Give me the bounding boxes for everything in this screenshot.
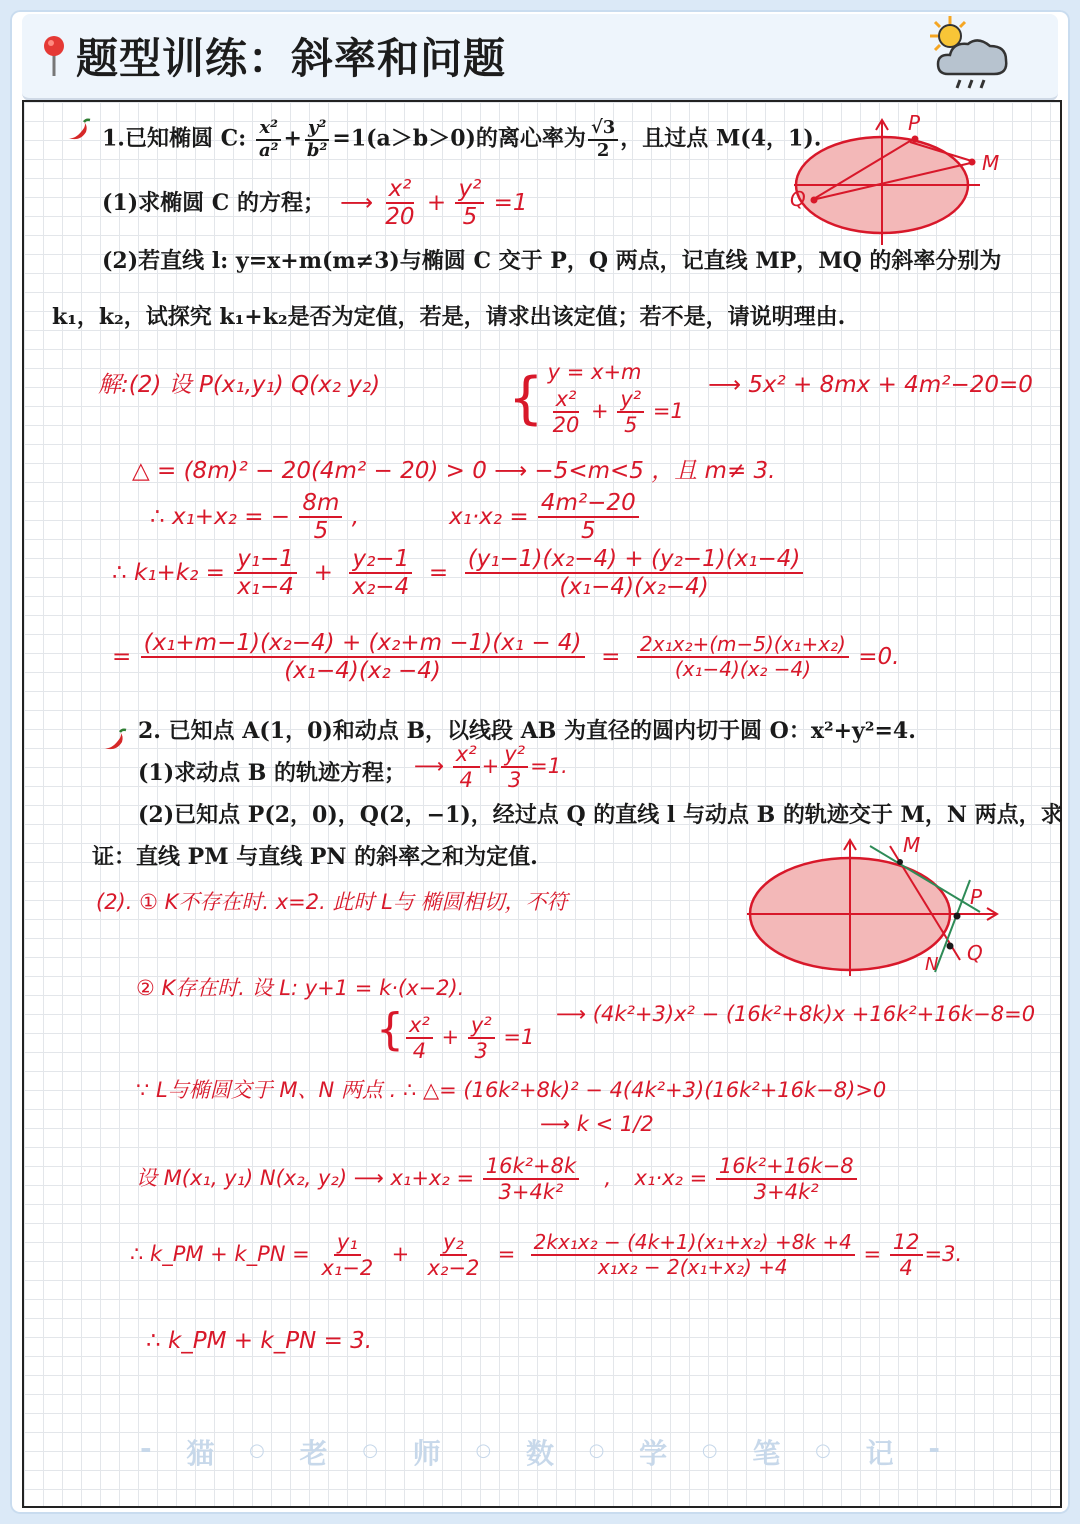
- chili-pepper-icon: [100, 728, 128, 754]
- solution1-vieta: ∴ x₁+x₂ = − $\frac{8m}{5}$ , x₁·x₂ = $\frac{\text{4m²−20}}{5}$: [150, 490, 641, 545]
- problem2-part2-line1: (2)已知点 P(2，0)，Q(2，−1)，经过点 Q 的直线 l 与动点 B 的轨迹交于 M，N 两点，求: [138, 802, 1063, 828]
- ellipse-diagram-1: [790, 110, 1040, 250]
- solution2-slope-sum: ∴ k_PM + k_PN = $\frac{\text{y₁}}{\text{x₁−2}}$ + $\frac{\text{y₂}}{\text{x₂−2}}$ = $\frac{\text{2kx₁x₂ − (4k+1)(x₁+x₂) +8k +4}}{\text{x₁x₂ − 2(x₁+x₂) +4}}$ = $\frac{12}{4}$ =3.: [130, 1230, 963, 1281]
- problem1-part2-line2: k₁，k₂，试探究 k₁+k₂是否为定值，若是，请求出该定值；若不是，请说明理由.: [52, 304, 846, 330]
- weather-cloud-sun-rain-icon: [920, 14, 1020, 94]
- problem1-stem: 1.已知椭圆 C: $\frac{\text{x²}}{\text{a²}}$ + $\frac{\text{y²}}{\text{b²}}$ =1(a＞b＞0)的离心率为 $\frac{√3}{2}$ ，且过点 M(4，1).: [102, 117, 822, 161]
- solution2-case1: (2). ① K不存在时. x=2. 此时 L与 椭圆相切，不符: [96, 890, 568, 914]
- solution1-line1: 解:(2) 设 P(x₁,y₁) Q(x₂ y₂): [98, 372, 381, 398]
- diagram1-label-q: Q: [790, 187, 806, 211]
- problem2-part2-line2: 证：直线 PM 与直线 PN 的斜率之和为定值.: [92, 844, 538, 870]
- solution2-k-range: ⟶ k < 1/2: [540, 1112, 654, 1136]
- solution1-result: = $\frac{\text{(x₁+m−1)(x₂−4) + (x₂+m −1)(x₁ − 4)}}{\text{(x₁−4)(x₂ −4)}}$ = $\frac{\text{2x₁x₂+(m−5)(x₁+x₂)}}{\text{(x₁−4)(x₂ −4)}}$ =0.: [112, 630, 900, 685]
- diagram2-label-n: N: [925, 954, 939, 975]
- problem2-part1: (1)求动点 B 的轨迹方程；: [138, 760, 407, 786]
- page-title: 题型训练：斜率和问题: [76, 34, 507, 83]
- solution2-vieta: 设 M(x₁, y₁) N(x₂, y₂) ⟶ x₁+x₂ = $\frac{\text{16k²+8k}}{\text{3+4k²}}$ , x₁·x₂ = $\frac{\text{16k²+16k−8}}{\text{3+4k²}}$: [136, 1154, 859, 1204]
- diagram1-label-p: P: [908, 111, 921, 135]
- ellipse-diagram-2: [745, 832, 1015, 982]
- problem1-part2-line1: (2)若直线 l: y=x+m(m≠3)与椭圆 C 交于 P，Q 两点，记直线 MP，MQ 的斜率分别为: [102, 248, 1002, 274]
- solution2-conclusion: ∴ k_PM + k_PN = 3.: [146, 1328, 373, 1354]
- solution2-case2: ② K存在时. 设 L: y+1 = k·(x−2).: [136, 976, 465, 1000]
- solution1-discriminant: △ = (8m)² − 20(4m² − 20) > 0 ⟶ −5<m<5 ，且 m≠ 3.: [132, 458, 776, 484]
- problem1-part1-answer: ⟶ $\frac{\text{x²}}{20}$ + $\frac{\text{y²}}{5}$ =1: [340, 176, 528, 231]
- solution1-slope-sum: ∴ k₁+k₂ = $\frac{\text{y₁−1}}{\text{x₁−4}}$ + $\frac{\text{y₂−1}}{\text{x₂−4}}$ = $\frac{\text{(y₁−1)(x₂−4) + (y₂−1)(x₁−4)}}{\text{(x₁−4)(x₂−4)}}$: [112, 546, 805, 601]
- diagram2-label-q: Q: [967, 941, 983, 965]
- diagram2-label-p: P: [970, 885, 983, 909]
- chili-pepper-icon: [64, 118, 92, 144]
- watermark: - 猫 ○ 老 ○ 师 ○ 数 ○ 学 ○ 笔 ○ 记 -: [140, 1432, 940, 1470]
- solution1-quadratic: ⟶ 5x² + 8mx + 4m²−20=0: [708, 372, 1033, 398]
- problem2-stem: 2. 已知点 A(1，0)和动点 B，以线段 AB 为直径的圆内切于圆 O：x²+y²=4.: [138, 718, 916, 744]
- solution1-system: { y = x+m $\frac{\text{x²}}{20}$ + $\frac{\text{y²}}{5}$ =1: [508, 360, 684, 438]
- problem1-part1: (1)求椭圆 C 的方程；: [102, 190, 325, 216]
- solution2-discriminant: ∵ L与椭圆交于 M、N 两点 . ∴ △= (16k²+8k)² − 4(4k²+3)(16k²+16k−8)>0: [136, 1078, 887, 1102]
- diagram1-label-m: M: [982, 151, 1000, 175]
- solution2-quadratic: ⟶ (4k²+3)x² − (16k²+8k)x +16k²+16k−8=0: [556, 1002, 1036, 1026]
- solution2-system: { $\frac{\text{x²}}{4}$ + $\frac{\text{y²}}{3}$ =1: [376, 1004, 535, 1063]
- problem2-part1-answer: ⟶ $\frac{\text{x²}}{4}$ + $\frac{\text{y²}}{3}$ =1.: [414, 742, 568, 793]
- map-pin-icon: [40, 34, 68, 78]
- diagram2-label-m: M: [903, 833, 921, 857]
